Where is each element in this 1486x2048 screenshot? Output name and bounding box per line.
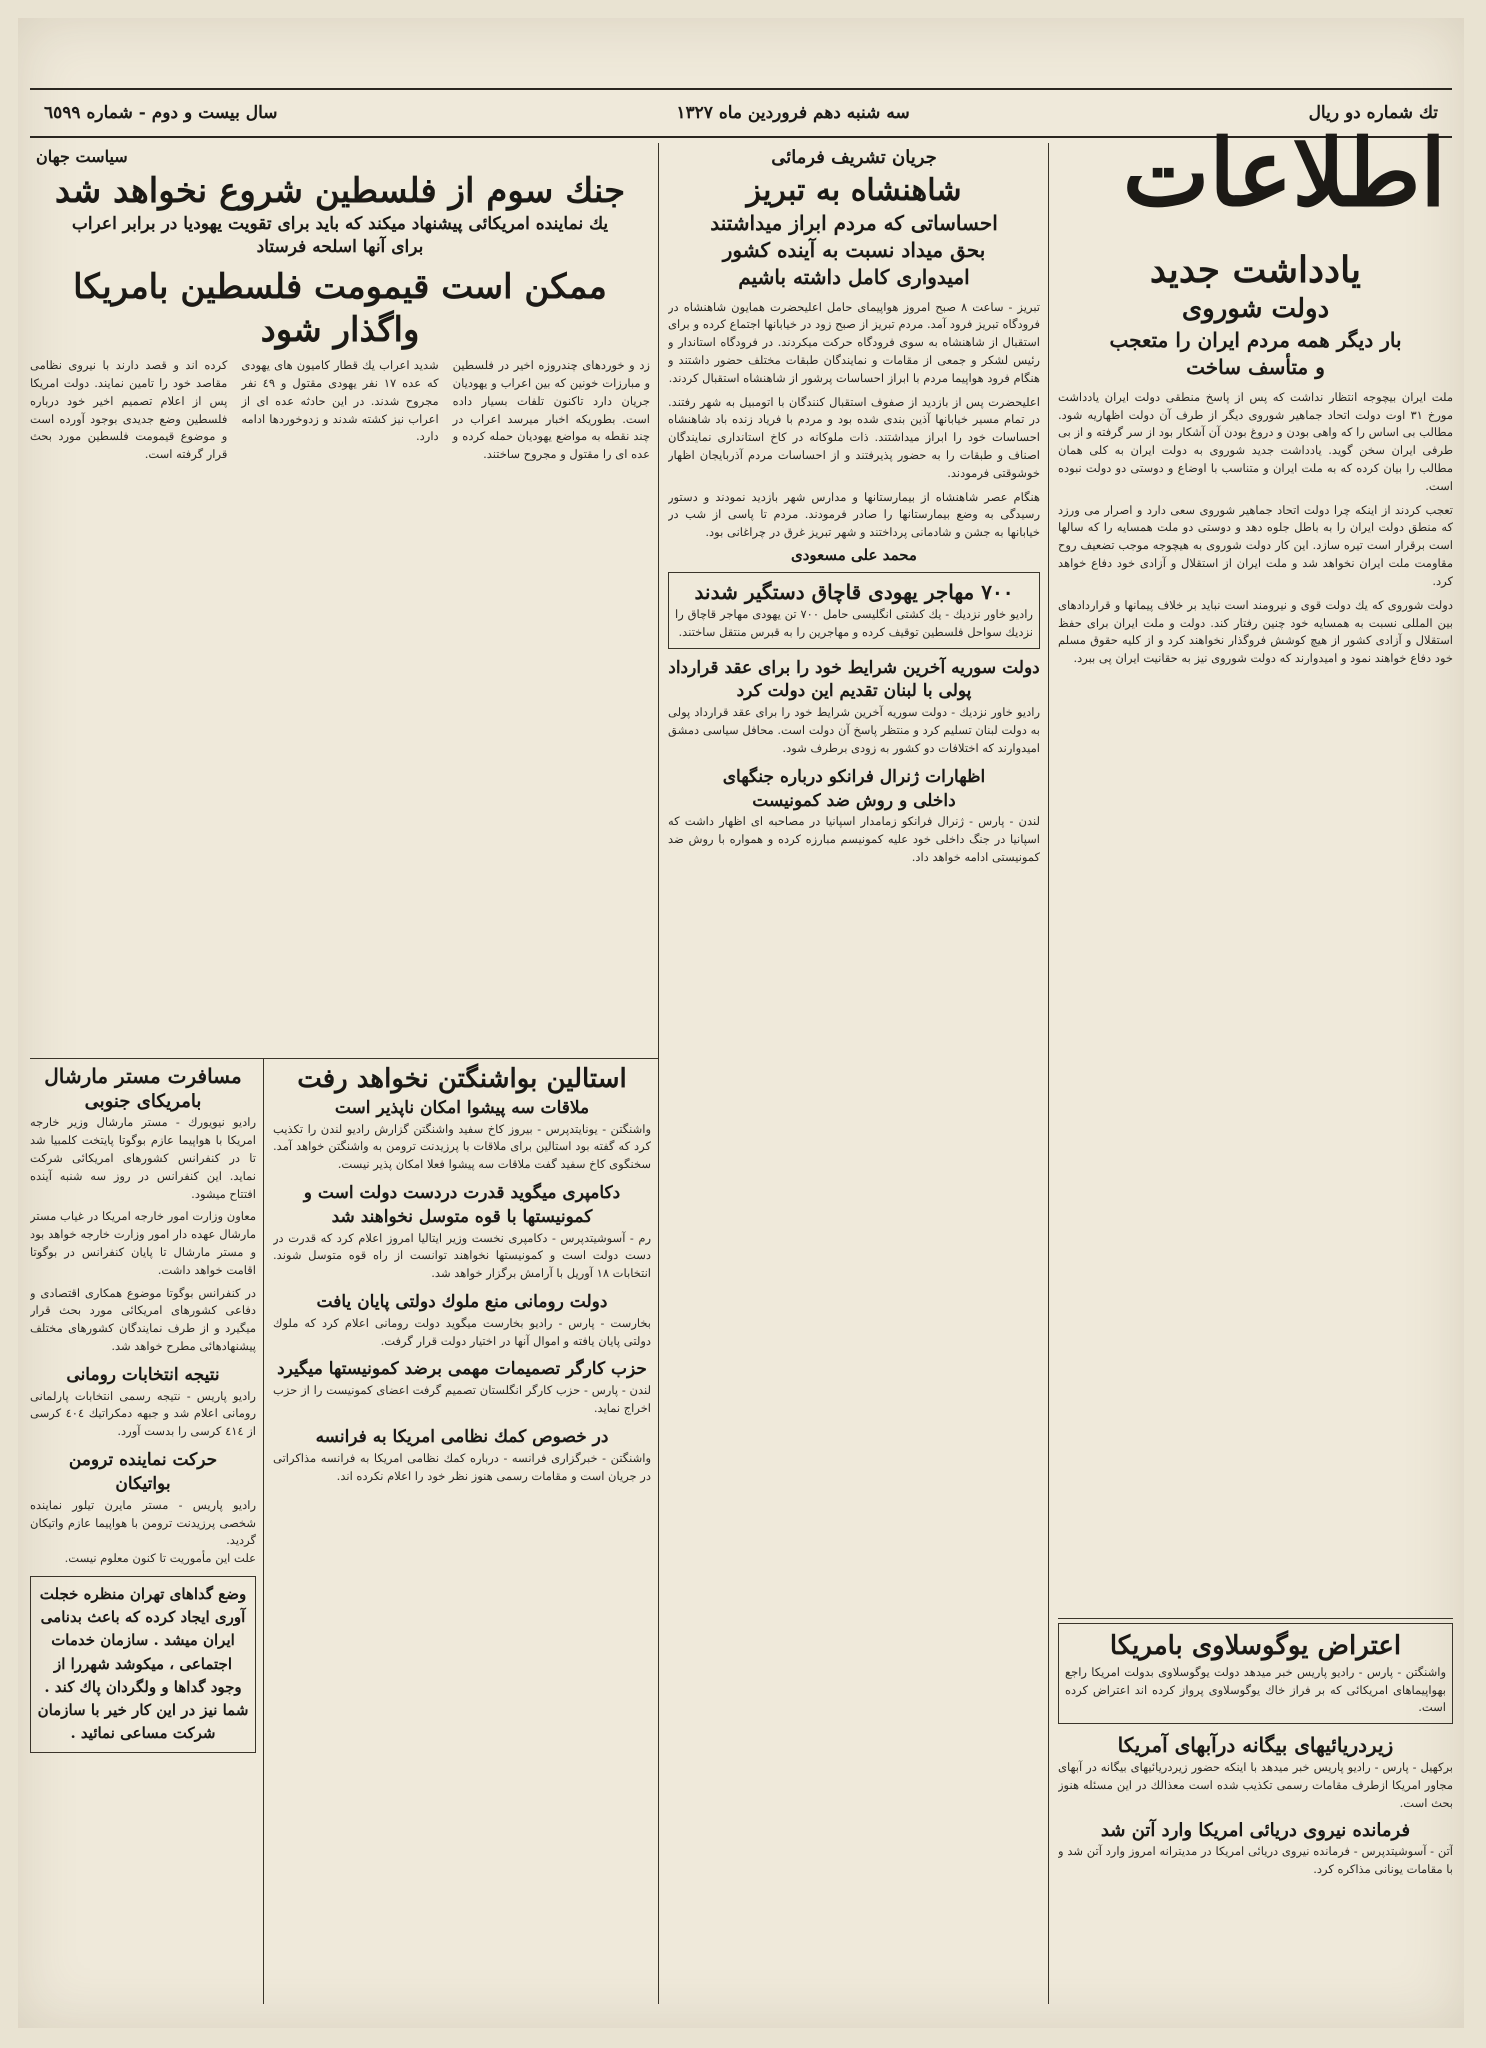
column-rule [658,143,659,2004]
right-lower-column [1058,1623,1453,2013]
left-headline: جنك سوم از فلسطين شروع نخواهد شد [54,171,626,211]
paragraph: اعليحضرت پس از بازديد از صفوف استقبال كنندگان با اتومبيل به شهر رفتند. در تمام مسير خيابانها آذين بندى شده بود و مردم با فرياد زنده باد شاهنشاه احساسات خود را ابراز ميداشتند. ذات ملوكانه در كاخ استاندارى نمايندگان اصناف و طبقات را به حضور پذيرفتند و از احساسات مردم آذربايجان اظهار خوشوقتى فرمودند. [668,394,1040,480]
stalin-headline: استالين بواشنگتن نخواهد رفت [297,1064,627,1094]
left-subhead-1: يك نماينده امريكائى پيشنهاد ميكند كه بايد براى تقويت يهوديا در برابر اعراب [71,213,609,234]
labour-headline: حزب كارگر تصميمات مهمى برضد كمونيستها ميگيرد [277,1359,647,1380]
marshall-headline: مسافرت مستر مارشال [44,1064,242,1088]
romania-headline: دولت رومانى منع ملوك دولتى پايان يافت [316,1292,608,1313]
yugoslav-body: واشنگتن - پارس - راديو پاريس خبر ميدهد دولت يوگوسلاوى بدولت امريكا راجع بهواپيماهاى امريكائى كه بر فراز خاك يوگوسلاوى پرواز كرده اند اعتراض كرده است. [1065,1664,1446,1715]
right-subhead-3: و متأسف ساخت [1186,354,1325,379]
navy-headline: فرمانده نيروى دريائى امريكا وارد آتن شد [1100,1819,1411,1841]
degasperi-headline: دكامپرى ميگويد قدرت دردست دولت است و [303,1183,621,1204]
beggars-notice-box: وضع گداهاى تهران منظره خجلت آورى ايجاد كرده كه باعث بدنامى ايران ميشد . سازمان خدمات اجتماعى ، ميكوشد شهررا از وجود گداها و ولگردان پاك كند . شما نيز در اين كار خير با سازمان شركت مساعى نمائيد . [30,1576,256,1753]
marshall-subhead: بامريكاى جنوبى [84,1091,202,1112]
romania-election-body: راديو پاريس - نتيجه رسمى انتخابات پارلمانى رومانى اعلام شد و جبهه دمكراتيك ٤٠٤ كرسى از ٤١٤ كرسى را بدست آورد. [30,1388,256,1439]
degasperi-subhead: كمونيستها با قوه متوسل نخواهند شد [331,1206,593,1227]
issue-date: سه شنبه دهم فروردين ماه ١٣٢٧ [676,103,910,123]
paragraph: هنگام عصر شاهنشاه از بيمارستانها و مدارس شهر بازديد نمودند و دستور رسيدگى به وضع بيمارستانها را صادر فرمودند. مردم تا پاسى از شب در خيابانها به جشن و شادمانى پرداختند و شهر تبريز غرق در چراغانى بود. [668,489,1040,540]
mid-author: محمد على مسعودى [791,546,917,565]
left-body-col-1: زد و خوردهاى چندروزه اخير در فلسطين و مبارزات خونين كه بين اعراب و يهوديان جريان دارد تاكنون تلفات بسيار داده است. بطوريكه اخبار ميرسد اعراب در چند نقطه به مواضع يهوديان حمله كرده و عده اى را مقتول و مجروح ساختند. [452,358,650,462]
labour-body: لندن - پارس - حزب كارگر انگلستان تصميم گرفت اعضاى كمونيست را از حزب اخراج نمايد. [273,1383,651,1416]
right-body-columns [1058,389,1453,668]
masthead-title: اطلاعات [1122,119,1446,227]
syria-headline-2: پولى با لبنان تقديم اين دولت كرد [736,681,972,702]
left-subhead-2: براى آنها اسلحه فرستاد [256,237,424,258]
marshall-body [30,1114,256,1356]
issue-price: تك شماره دو ريال [1308,103,1438,123]
yugoslav-box [1058,1623,1453,1724]
mid-kicker: جريان تشريف فرمائى [771,147,937,168]
mid-body [668,299,1040,543]
stalin-subhead: ملاقات سه پيشوا امكان ناپذير است [334,1097,590,1118]
franco-headline: اظهارات ژنرال فرانكو درباره جنگهاى [722,766,986,787]
column-rule [1048,143,1049,2004]
section-divider [30,1058,658,1059]
mid-headline: شاهنشاه به تبريز [746,173,962,208]
romania-election-headline: نتيجه انتخابات رومانى [66,1364,220,1385]
far-left-column [30,1063,256,2013]
paragraph: دولت شوروى كه يك دولت قوى و نيرومند است نبايد بر خلاف پيمانها و قراردادهاى بين المللى نسبت به همسايه خود چنين رفتار كند. دولت و ملت ايران براى حفظ استقلال و آزادى كشور از هيچ كوشش فروگذار نخواهند كرد و از كليه حقوق مسلم خود دفاع خواهند نمود و اميدوارند كه دولت شوروى نيز به حقانيت ايران پى ببرد. [1058,597,1453,666]
france-aid-body: واشنگتن - خبرگزارى فرانسه - درباره كمك نظامى امريكا به فرانسه مذاكراتى در جريان است و مقامات رسمى هنوز نظر خود را اعلام نكرده اند. [273,1450,651,1483]
right-body-1 [1058,389,1453,668]
vatican-body-2: علت اين مأموريت تا كنون معلوم نيست. [64,1551,256,1566]
vatican-subhead: بواتيكان [115,1473,171,1494]
vatican-body: راديو پاريس - مستر مايرن تيلور نماينده شخصى پرزيدنت ترومن با هواپيما عازم واتيكان گرديد. [30,1497,256,1548]
section-divider [1058,1618,1453,1619]
paragraph: تبريز - ساعت ٨ صبح امروز هواپيماى حامل اعليحضرت همايون شاهنشاه در فرودگاه تبريز فرود آمد. مردم تبريز از صبح زود در خيابانها اجتماع كرده و براى استقبال از شاهنشاه به سوى فرودگاه حركت ميكردند. در فرودگاه استاندار و رئيس لشكر و جمعى از مقامات و نمايندگان طبقات مختلف حضور داشتند و هنگام فرود هواپيما مردم با ابراز احساسات پرشور از شاهنشاه استقبال كردند. [668,299,1040,385]
paragraph: در كنفرانس بوگوتا موضوع همكارى اقتصادى و دفاعى كشورهاى امريكائى مورد بحث قرار ميگيرد و از طرف نمايندگان كشورهاى مختلف پيشنهادهائى مطرح خواهد شد. [30,1285,256,1354]
issue-number: سال بيست و دوم - شماره ٦٥٩٩ [44,103,278,123]
degasperi-body: رم - آسوشيتدپرس - دكامپرى نخست وزير ايتاليا امروز اعلام كرد كه قدرت در دست دولت است و كمونيستها نخواهند توانست از راه قوه متوسل شوند. انتخابات ١٨ آوريل با آرامش برگزار خواهد شد. [273,1230,651,1281]
paragraph: راديو نيويورك - مستر مارشال وزير خارجه امريكا با هواپيما عازم بوگوتا پايتخت كلمبيا شد تا در كنفرانس كشورهاى امريكائى شركت نمايد. اين كنفرانس در روز سه شنبه آينده افتتاح ميشود. [30,1115,256,1201]
left-headline-2: ممكن است قيمومت فلسطين بامريكا واگذار شود [73,267,607,350]
left-body-col-2: شديد اعراب يك قطار كاميون هاى يهودى كه عده ١٧ نفر يهودى مقتول و ٤٩ نفر مجروح شدند. در اين حادثه عده اى از اعراب نيز كشته شدند و زدوخوردها ادامه دارد. [241,358,439,444]
paragraph: ملت ايران بيچوجه انتظار نداشت كه پس از پاسخ منطقى دولت ايران يادداشت مورخ ٣١ اوت دولت اتحاد جماهير شوروى ديگر از طرف آن دولت اظهاريه شود. مطالب بى اساس را كه واهى بودن و دروغ بودن آن آشكار بود از سر گرفته و از بى طرفى ايران سخن گويد. يادداشت جديد شوروى به دولت ايران به كلى همان مطالب را بيان كرده كه به ملت ايران و متناسب با اوضاع و دوستى دو دولت نبوده است. [1058,389,1453,493]
romania-body: بخارست - پارس - راديو بخارست ميگويد دولت رومانى اعلام كرد كه ملوك دولتى پايان يافته و اموال آنها در اختيار دولت قرار گرفت. [273,1315,651,1348]
middle-column [668,143,1040,2013]
mid-subhead-3: اميدوارى كامل داشته باشيم [738,264,970,289]
mid-subhead-2: بحق ميداد نسبت به آينده كشور [722,237,986,262]
france-aid-headline: در خصوص كمك نظامى امريكا به فرانسه [315,1426,609,1447]
yugoslav-headline: اعتراض يوگوسلاوى بامريكا [1109,1631,1402,1661]
left-top-column [30,143,650,1053]
right-headline: يادداشت جديد [1149,249,1362,291]
franco-headline-2: داخلى و روش ضد كمونيست [752,790,956,811]
right-subhead-2: بار ديگر همه مردم ايران را متعجب [1109,327,1402,352]
left-body-columns [30,357,650,464]
paragraph: تعجب كردند از اينكه چرا دولت اتحاد جماهير شوروى سعى دارد و اصرار مى ورزد كه منطق دولت ايران را به باطل جلوه دهد و دوستى دو ملت همسايه را كه سالها است برقرار است تيره سازد. اين كار دولت شوروى به هيچوجه موجب تضعيف روح مقاومت ملت ايران نخواهد شد و ملت ايران از استقلال و آزادى خود دفاع خواهد كرد. [1058,502,1453,588]
syria-headline: دولت سوريه آخرين شرايط خود را براى عقد قرارداد [668,657,1040,678]
migrants-headline: ٧٠٠ مهاجر يهودى قاچاق دستگير شدند [694,580,1014,605]
migrants-box [668,572,1040,649]
migrants-body: راديو خاور نزديك - يك كشتى انگليسى حامل ٧٠٠ تن يهودى مهاجر قاچاق را نزديك سواحل فلسطين توقيف كرده و مهاجرين را به قبرس منتقل ساختند. [675,607,1033,639]
mid-subhead-1: احساساتى كه مردم ابراز ميداشتند [710,210,998,235]
stalin-body: واشنگتن - يونايتدپرس - بيروز كاخ سفيد واشنگتن گزارش راديو لندن را تكذيب كرد كه گفته بود استالين براى ملاقات با پرزيدنت ترومن به واشنگتن خواهد آمد. سخنگوى كاخ سفيد گفت ملاقات سه پيشوا فعلا امكان پذير نيست. [273,1121,651,1172]
column-rule [263,1058,264,2004]
section-label: سياست جهان [36,147,128,166]
left-lower-column [273,1063,651,2013]
submarines-headline: زيردريائيهاى بيگانه درآبهاى آمريكا [1117,1733,1394,1758]
vatican-headline: حركت نماينده ترومن [68,1450,218,1471]
franco-body: لندن - پارس - ژنرال فرانكو زمامدار اسپانيا در مصاحبه اى اظهار داشت كه اسپانيا در جنگ داخلى خود عليه كمونيسم مبارزه كرده و همواره با روش ضد كمونيستى ادامه خواهد داد. [668,814,1040,864]
newspaper-page [18,18,1464,2028]
left-body-col-3: كرده اند و قصد دارند با نيروى نظامى مقاصد خود را تامين نمايند. دولت امريكا پس از اعلام تصميم اخير خود درباره فلسطين وضع جديدى بوجود آورده است و موضوع قيمومت فلسطين مورد بحث قرار گرفته است. [30,358,228,462]
submarines-body: بركهيل - پارس - راديو پاريس خبر ميدهد با اينكه حضور زيردريائيهاى بيگانه در آبهاى مجاور امريكا ازطرف مقامات رسمى تكذيب شده است معذالك در اين مسئله هنوز بحث است. [1058,1760,1453,1810]
navy-body: آتن - آسوشيتدپرس - فرمانده نيروى دريائى امريكا در مديترانه امروز وارد آتن شد و با مقامات يونانى مذاكره كرد. [1058,1843,1453,1876]
syria-body: راديو خاور نزديك - دولت سوريه آخرين شرايط خود را براى عقد قرارداد پولى به دولت لبنان تسليم كرد و منتظر پاسخ آن دولت است. محافل سياسى دمشق اميدوارند كه اختلافات دو كشور به زودى برطرف شود. [668,705,1040,755]
right-subhead-1: دولت شوروى [1181,294,1330,324]
paragraph: معاون وزارت امور خارجه امريكا در غياب مستر مارشال عهده دار امور وزارت خارجه خواهد بود و مستر مارشال تا پايان كنفرانس در بوگوتا اقامت خواهد داشت. [30,1209,256,1277]
